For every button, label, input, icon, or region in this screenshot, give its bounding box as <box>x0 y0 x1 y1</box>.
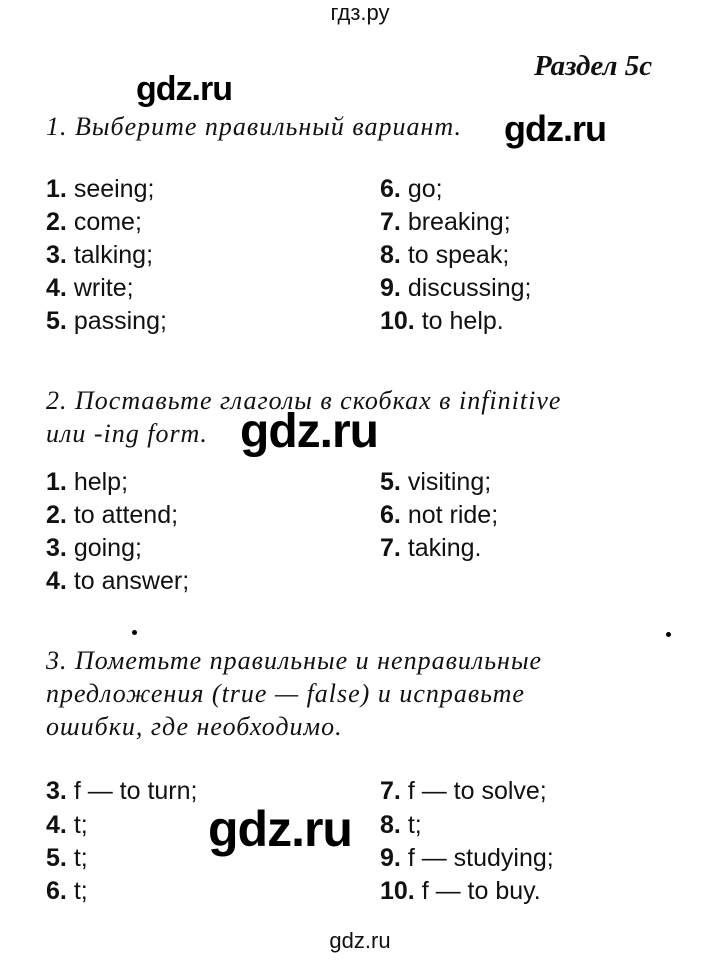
answer-item: 2. to attend; <box>46 501 179 529</box>
answer-item: 7. f — to solve; <box>380 777 547 805</box>
answer-item: 6. not ride; <box>380 501 499 529</box>
heading-line: ошибки, где необходимо. <box>46 712 343 741</box>
answer-item: 6. go; <box>380 175 443 203</box>
exercise-2-heading <box>46 384 694 450</box>
watermark: gdz.ru <box>136 70 232 108</box>
scan-speck <box>666 632 671 637</box>
answer-item: 5. visiting; <box>380 468 492 496</box>
watermark: gdz.ru <box>504 108 606 149</box>
answer-item: 7. breaking; <box>380 208 511 236</box>
heading-line: 3. Пометьте правильные и неправильные <box>46 646 543 675</box>
footer-site: gdz.ru <box>329 928 391 953</box>
answer-item: 2. come; <box>46 208 142 236</box>
answer-item: 10. f — to buy. <box>380 877 541 905</box>
exercise-3-heading <box>46 644 694 743</box>
answer-item: 1. help; <box>46 468 129 496</box>
answer-item: 8. t; <box>380 811 422 839</box>
answer-item: 3. talking; <box>46 241 154 269</box>
answer-item: 10. to help. <box>380 307 504 335</box>
answer-item: 9. discussing; <box>380 274 532 302</box>
answer-item: 3. f — to turn; <box>46 777 198 805</box>
exercise-1-heading: 1. Выберите правильный вариант. <box>46 112 462 141</box>
site-header: гдз.ру <box>330 0 390 25</box>
watermark: gdz.ru <box>240 405 378 458</box>
answer-item: 6. t; <box>46 877 88 905</box>
answer-item: 4. write; <box>46 274 134 302</box>
answer-item: 4. t; <box>46 811 88 839</box>
answer-item: 3. going; <box>46 534 142 562</box>
answer-item: 8. to speak; <box>380 241 510 269</box>
scan-speck <box>132 630 137 635</box>
answer-item: 5. passing; <box>46 307 167 335</box>
answer-item: 1. seeing; <box>46 175 155 203</box>
answer-item: 9. f — studying; <box>380 844 554 872</box>
answer-item: 7. taking. <box>380 534 482 562</box>
heading-line: или -ing form. <box>46 419 208 448</box>
watermark: gdz.ru <box>208 801 352 857</box>
section-label: Раздел 5c <box>534 50 653 82</box>
answer-item: 4. to answer; <box>46 567 190 595</box>
heading-line: 2. Поставьте глаголы в скобках в infinitive <box>46 386 562 415</box>
heading-line: предложения (true — false) и исправьте <box>46 679 525 708</box>
answer-item: 5. t; <box>46 844 88 872</box>
